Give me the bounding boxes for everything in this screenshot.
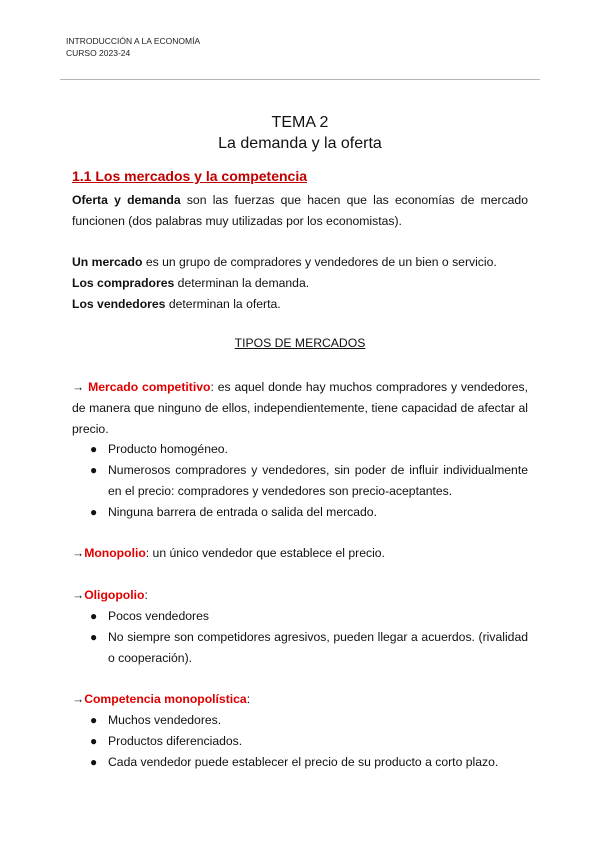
oligopoly-term: Oligopolio — [84, 588, 145, 602]
list-item — [90, 710, 528, 731]
competitive-market-term: Mercado competitivo — [88, 380, 211, 394]
competitive-market-paragraph — [72, 377, 528, 440]
course-name: INTRODUCCIÓN A LA ECONOMÍA — [66, 36, 201, 46]
list-item — [90, 627, 528, 669]
definition-text: es un grupo de compradores y vendedores de un bien o servicio. — [142, 255, 497, 269]
list-item-text: Producto homogéneo. — [108, 442, 228, 456]
definition-sellers — [72, 294, 281, 315]
monopoly-term: Monopolio — [84, 546, 146, 560]
definition-term: Un mercado — [72, 255, 143, 269]
monopoly-desc: : un único vendedor que establece el precio. — [145, 546, 385, 560]
monopolistic-competition-desc: : — [246, 692, 251, 706]
arrow-icon: → — [72, 380, 85, 394]
oligopoly-desc: : — [144, 588, 148, 602]
intro-bold: Oferta y demanda — [72, 193, 181, 207]
arrow-icon: → — [72, 546, 85, 560]
definition-text: determinan la oferta. — [165, 297, 281, 311]
monopoly-paragraph — [72, 543, 385, 564]
arrow-icon: → — [72, 692, 85, 706]
intro-paragraph — [72, 190, 528, 232]
competitive-market-desc: : es aquel donde hay muchos compradores y vendedores, de manera que ninguno de ellos, independientemente, tiene capacidad de afectar al precio. — [72, 380, 528, 436]
bullet-icon: ● — [90, 609, 98, 623]
monopolistic-competition-term: Competencia monopolística — [84, 692, 247, 706]
definition-text: determinan la demanda. — [174, 276, 310, 290]
definition-buyers — [72, 273, 309, 294]
monopolistic-competition-paragraph — [72, 689, 250, 710]
course-year: CURSO 2023-24 — [66, 48, 131, 58]
definition-term: Los vendedores — [72, 297, 166, 311]
topic-number: TEMA 2 — [271, 114, 329, 131]
topic-title: La demanda y la oferta — [218, 135, 382, 152]
list-item — [90, 439, 528, 460]
header-divider — [60, 79, 540, 80]
market-types-heading: TIPOS DE MERCADOS — [234, 336, 366, 350]
competitive-market-list — [90, 439, 528, 523]
bullet-icon: ● — [90, 463, 98, 477]
intro-text: son las fuerzas que hacen que las economías de mercado funcionen (dos palabras muy utilizadas por los economistas). — [72, 193, 528, 228]
bullet-icon: ● — [90, 713, 98, 727]
list-item — [90, 606, 528, 627]
bullet-icon: ● — [90, 734, 98, 748]
list-item-text: Pocos vendedores — [108, 609, 209, 623]
arrow-icon: → — [72, 588, 85, 602]
list-item — [90, 731, 528, 752]
monopolistic-competition-list — [90, 710, 528, 773]
list-item-text: Productos diferenciados. — [108, 734, 243, 748]
list-item-text: Ninguna barrera de entrada o salida del mercado. — [108, 505, 377, 519]
list-item-text: Numerosos compradores y vendedores, sin poder de influir individualmente en el precio: compradores y vendedores son precio-aceptantes. — [108, 463, 528, 498]
oligopoly-list — [90, 606, 528, 669]
bullet-icon: ● — [90, 630, 98, 644]
definition-term: Los compradores — [72, 276, 175, 290]
list-item-text: No siempre son competidores agresivos, pueden llegar a acuerdos. (rivalidad o cooperación). — [108, 630, 528, 665]
oligopoly-paragraph — [72, 585, 148, 606]
list-item — [90, 460, 528, 502]
document-header — [66, 35, 200, 59]
list-item — [90, 502, 528, 523]
bullet-icon: ● — [90, 442, 98, 456]
definition-market — [72, 252, 497, 273]
section-heading: 1.1 Los mercados y la competencia — [72, 168, 307, 184]
list-item-text: Cada vendedor puede establecer el precio de su producto a corto plazo. — [108, 755, 499, 769]
bullet-icon: ● — [90, 755, 98, 769]
list-item-text: Muchos vendedores. — [108, 713, 222, 727]
list-item — [90, 752, 528, 773]
bullet-icon: ● — [90, 505, 98, 519]
